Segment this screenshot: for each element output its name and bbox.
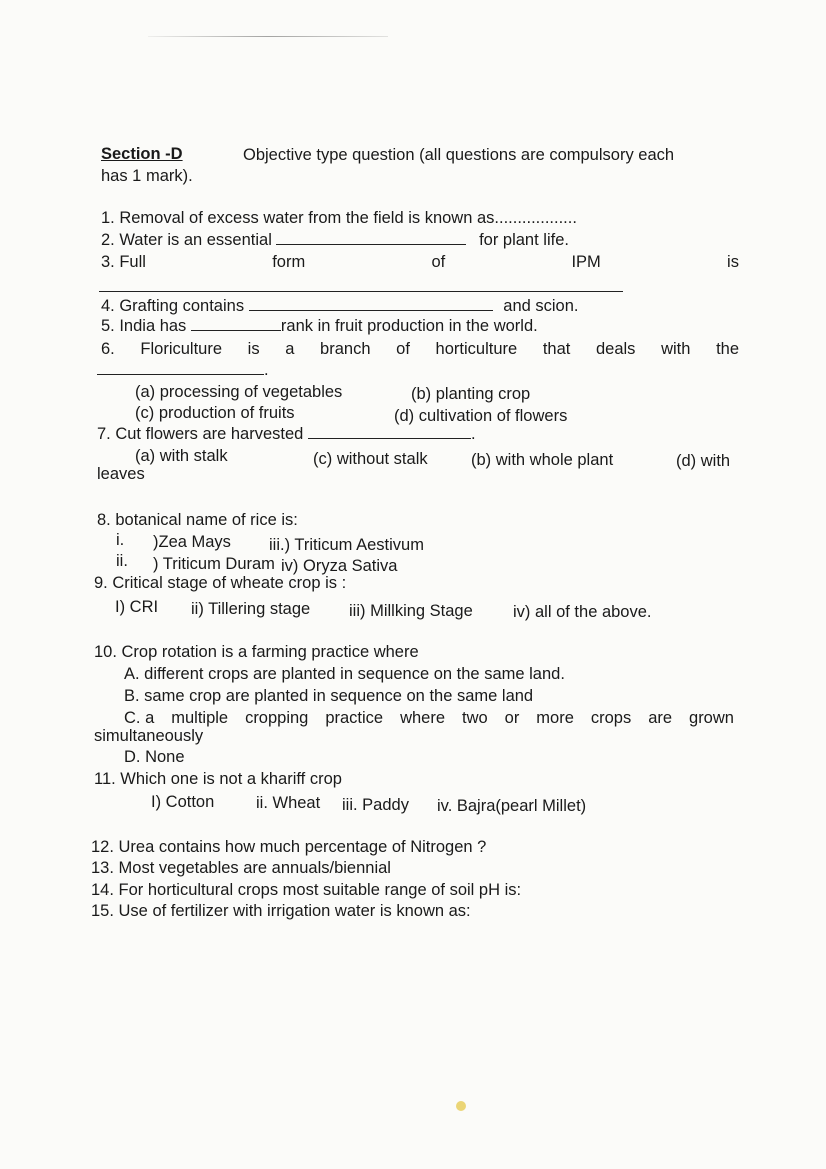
q10-option-d: D. None [124,748,185,766]
q8-option-ii: ) Triticum Duram [153,555,275,573]
question-8: 8. botanical name of rice is: [97,511,298,529]
q8-option-i: )Zea Mays [153,533,231,551]
q6-option-b: (b) planting crop [411,385,531,403]
question-1: 1. Removal of excess water from the field is known as.................. [101,209,577,227]
q9-option-4: iv) all of the above. [513,603,652,621]
q9-option-3: iii) Millking Stage [349,602,473,620]
section-instruction: Objective type question (all questions are compulsory each [243,146,675,164]
question-10: 10. Crop rotation is a farming practice where [94,643,419,661]
q10-option-c: C. a multiple cropping practice where two or more crops are grown [124,709,734,727]
q7-option-c: (c) without stalk [313,450,428,468]
q10-option-c-cont: simultaneously [94,727,204,745]
question-14: 14. For horticultural crops most suitable range of soil pH is: [91,881,522,899]
q7-option-b: (b) with whole plant [471,451,614,469]
q6-option-a: (a) processing of vegetables [135,383,343,401]
question-13: 13. Most vegetables are annuals/biennial [91,859,391,877]
question-6: 6. Floriculture is a branch of horticulture that deals with the [101,340,739,358]
question-11: 11. Which one is not a khariff crop [94,770,342,788]
q9-option-2: ii) Tillering stage [191,600,311,618]
q10-option-a: A. different crops are planted in sequence on the same land. [124,665,565,683]
q8-option-num-ii: ii. [116,552,128,570]
question-4: 4. Grafting contains and scion. [101,297,579,315]
answer-blank [308,424,471,439]
q8-option-iv: iv) Oryza Sativa [281,557,398,575]
answer-blank [191,316,281,331]
q8-option-num-i: i. [116,531,125,549]
top-scan-line [148,36,388,37]
scan-speck [456,1101,466,1111]
q9-option-1: I) CRI [115,598,159,616]
q10-option-b: B. same crop are planted in sequence on the same land [124,687,534,705]
question-7: 7. Cut flowers are harvested . [97,425,476,443]
q6-option-c: (c) production of fruits [135,404,295,422]
answer-blank [249,296,493,311]
q11-option-3: iii. Paddy [342,796,409,814]
question-3: 3. Full form of IPM is [101,253,739,271]
question-9: 9. Critical stage of wheate crop is : [94,574,347,592]
question-12: 12. Urea contains how much percentage of Nitrogen ? [91,838,487,856]
q8-option-iii: iii.) Triticum Aestivum [269,536,424,554]
answer-blank [97,360,264,375]
question-2: 2. Water is an essential for plant life. [101,231,569,249]
section-title: Section -D [101,145,183,163]
question-5: 5. India has rank in fruit production in the world. [101,317,538,335]
question-15: 15. Use of fertilizer with irrigation water is known as: [91,902,471,920]
q11-option-4: iv. Bajra(pearl Millet) [437,797,587,815]
answer-line [99,291,623,292]
question-6-blank: . [97,360,269,380]
q11-option-2: ii. Wheat [256,794,321,812]
q7-option-d-cont: leaves [97,465,145,483]
q7-option-a: (a) with stalk [135,447,228,465]
q11-option-1: I) Cotton [151,793,215,811]
section-instruction-cont: has 1 mark). [101,167,193,185]
answer-blank [276,230,466,245]
q6-option-d: (d) cultivation of flowers [394,407,568,425]
q7-option-d: (d) with [676,452,731,470]
